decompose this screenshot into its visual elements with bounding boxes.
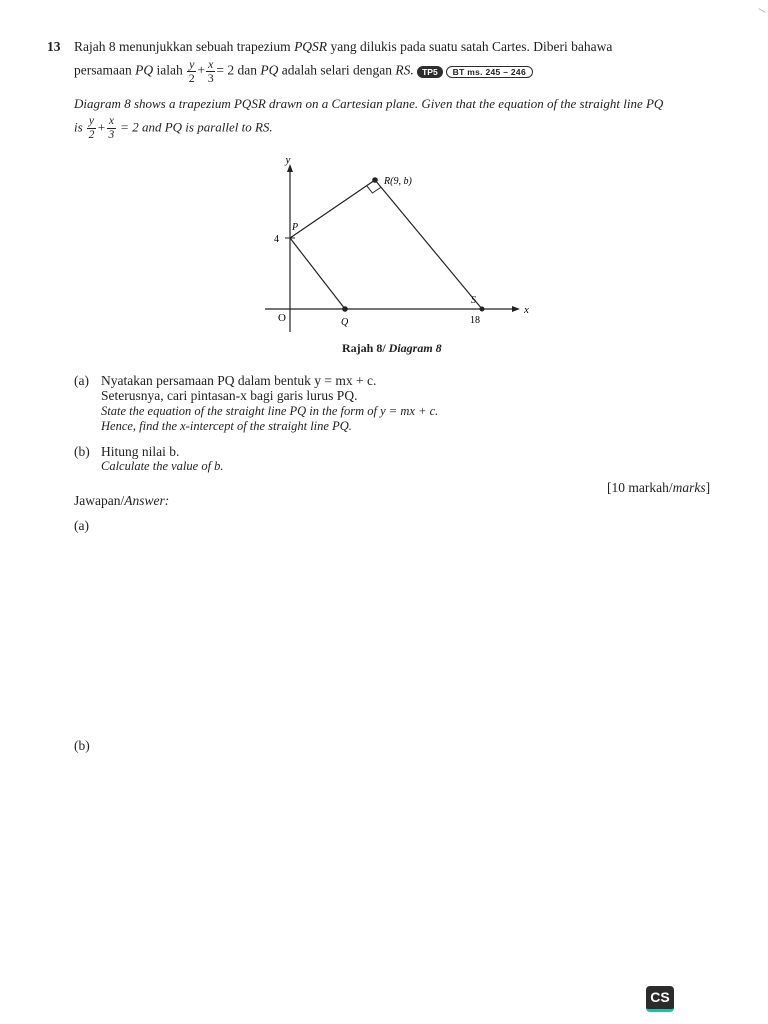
plus-sign: + (97, 119, 106, 135)
frac-den: 2 (188, 71, 195, 85)
side-rs (375, 180, 482, 309)
text-segment: PQ (135, 62, 154, 78)
y-axis-label: y (285, 154, 291, 166)
answer-part-b: (b) (74, 738, 90, 753)
side-pr (290, 180, 375, 238)
text-segment: Answer: (124, 493, 170, 508)
point-q-label: Q (341, 317, 349, 328)
origin-label: O (278, 312, 286, 324)
text-segment: PQSR (294, 39, 328, 54)
tick-label-18: 18 (470, 315, 480, 326)
x-axis-label: x (524, 304, 529, 316)
text-segment: adalah selari dengan (278, 62, 396, 78)
frac-num: x (208, 57, 214, 71)
answer-heading (74, 493, 169, 509)
question-number: 13 (47, 39, 61, 54)
text-segment: PQ (260, 62, 279, 78)
marks-label (607, 480, 710, 496)
point-r (372, 177, 378, 183)
text-segment: = 2 and PQ is parallel to RS. (120, 119, 273, 135)
part-a-malay-line2: Seterusnya, cari pintasan-x bagi garis lurus PQ. (101, 388, 358, 403)
text-segment: [10 markah/ (607, 480, 673, 495)
point-r-label: R(9, b) (384, 176, 412, 187)
part-b-malay: Hitung nilai b. (101, 444, 180, 459)
x-axis-arrow (512, 306, 520, 312)
text-segment: ialah (153, 62, 183, 78)
diagram-caption (342, 341, 442, 356)
text-segment: yang dilukis pada suatu satah Cartes. Diberi bahawa (327, 39, 613, 54)
side-pq (290, 238, 345, 309)
right-angle-marker (367, 186, 381, 193)
frac-num: y (189, 57, 195, 71)
text-segment: RS. (395, 62, 414, 78)
part-a-label: (a) (74, 373, 89, 388)
answer-part-a: (a) (74, 518, 89, 533)
text-segment: Jawapan/ (74, 493, 125, 508)
part-b-label: (b) (74, 444, 90, 459)
frac-num: y (88, 115, 95, 127)
textbook-page-badge: BT ms. 245 – 246 (446, 66, 533, 78)
part-a-malay-line1: Nyatakan persamaan PQ dalam bentuk y = mx + c. (101, 373, 377, 388)
frac-den: 3 (108, 129, 115, 141)
point-p-label: P (292, 222, 299, 233)
camscanner-logo: CS (646, 986, 674, 1012)
equation-rhs: = 2 (216, 62, 235, 78)
text-segment: Rajah 8 menunjukkan sebuah trapezium (74, 39, 295, 54)
question-english-line1: Diagram 8 shows a trapezium PQSR drawn on a Cartesian plane. Given that the equation of the straight line PQ (74, 96, 664, 111)
text-segment: dan (234, 62, 261, 78)
caption-malay: Rajah 8/ (342, 341, 389, 355)
frac-den: 2 (88, 129, 95, 141)
point-s (480, 307, 485, 312)
text-segment: marks (672, 480, 706, 495)
point-s-label: S (471, 295, 476, 306)
frac-den: 3 (207, 71, 214, 85)
text-segment: persamaan (74, 62, 136, 78)
point-q (342, 306, 348, 312)
part-a-english-line2: Hence, find the x-intercept of the straight line PQ. (101, 419, 352, 433)
part-b-english: Calculate the value of b. (101, 459, 224, 473)
text-segment: ] (705, 480, 711, 495)
tick-label-4: 4 (274, 234, 279, 245)
frac-num: x (108, 115, 114, 127)
part-a-english-line1: State the equation of the straight line PQ in the form of y = mx + c. (101, 404, 439, 418)
plus-sign: + (197, 62, 206, 78)
caption-english: Diagram 8 (388, 341, 442, 355)
text-segment: is (74, 119, 83, 135)
tp-badge: TP5 (417, 66, 443, 78)
